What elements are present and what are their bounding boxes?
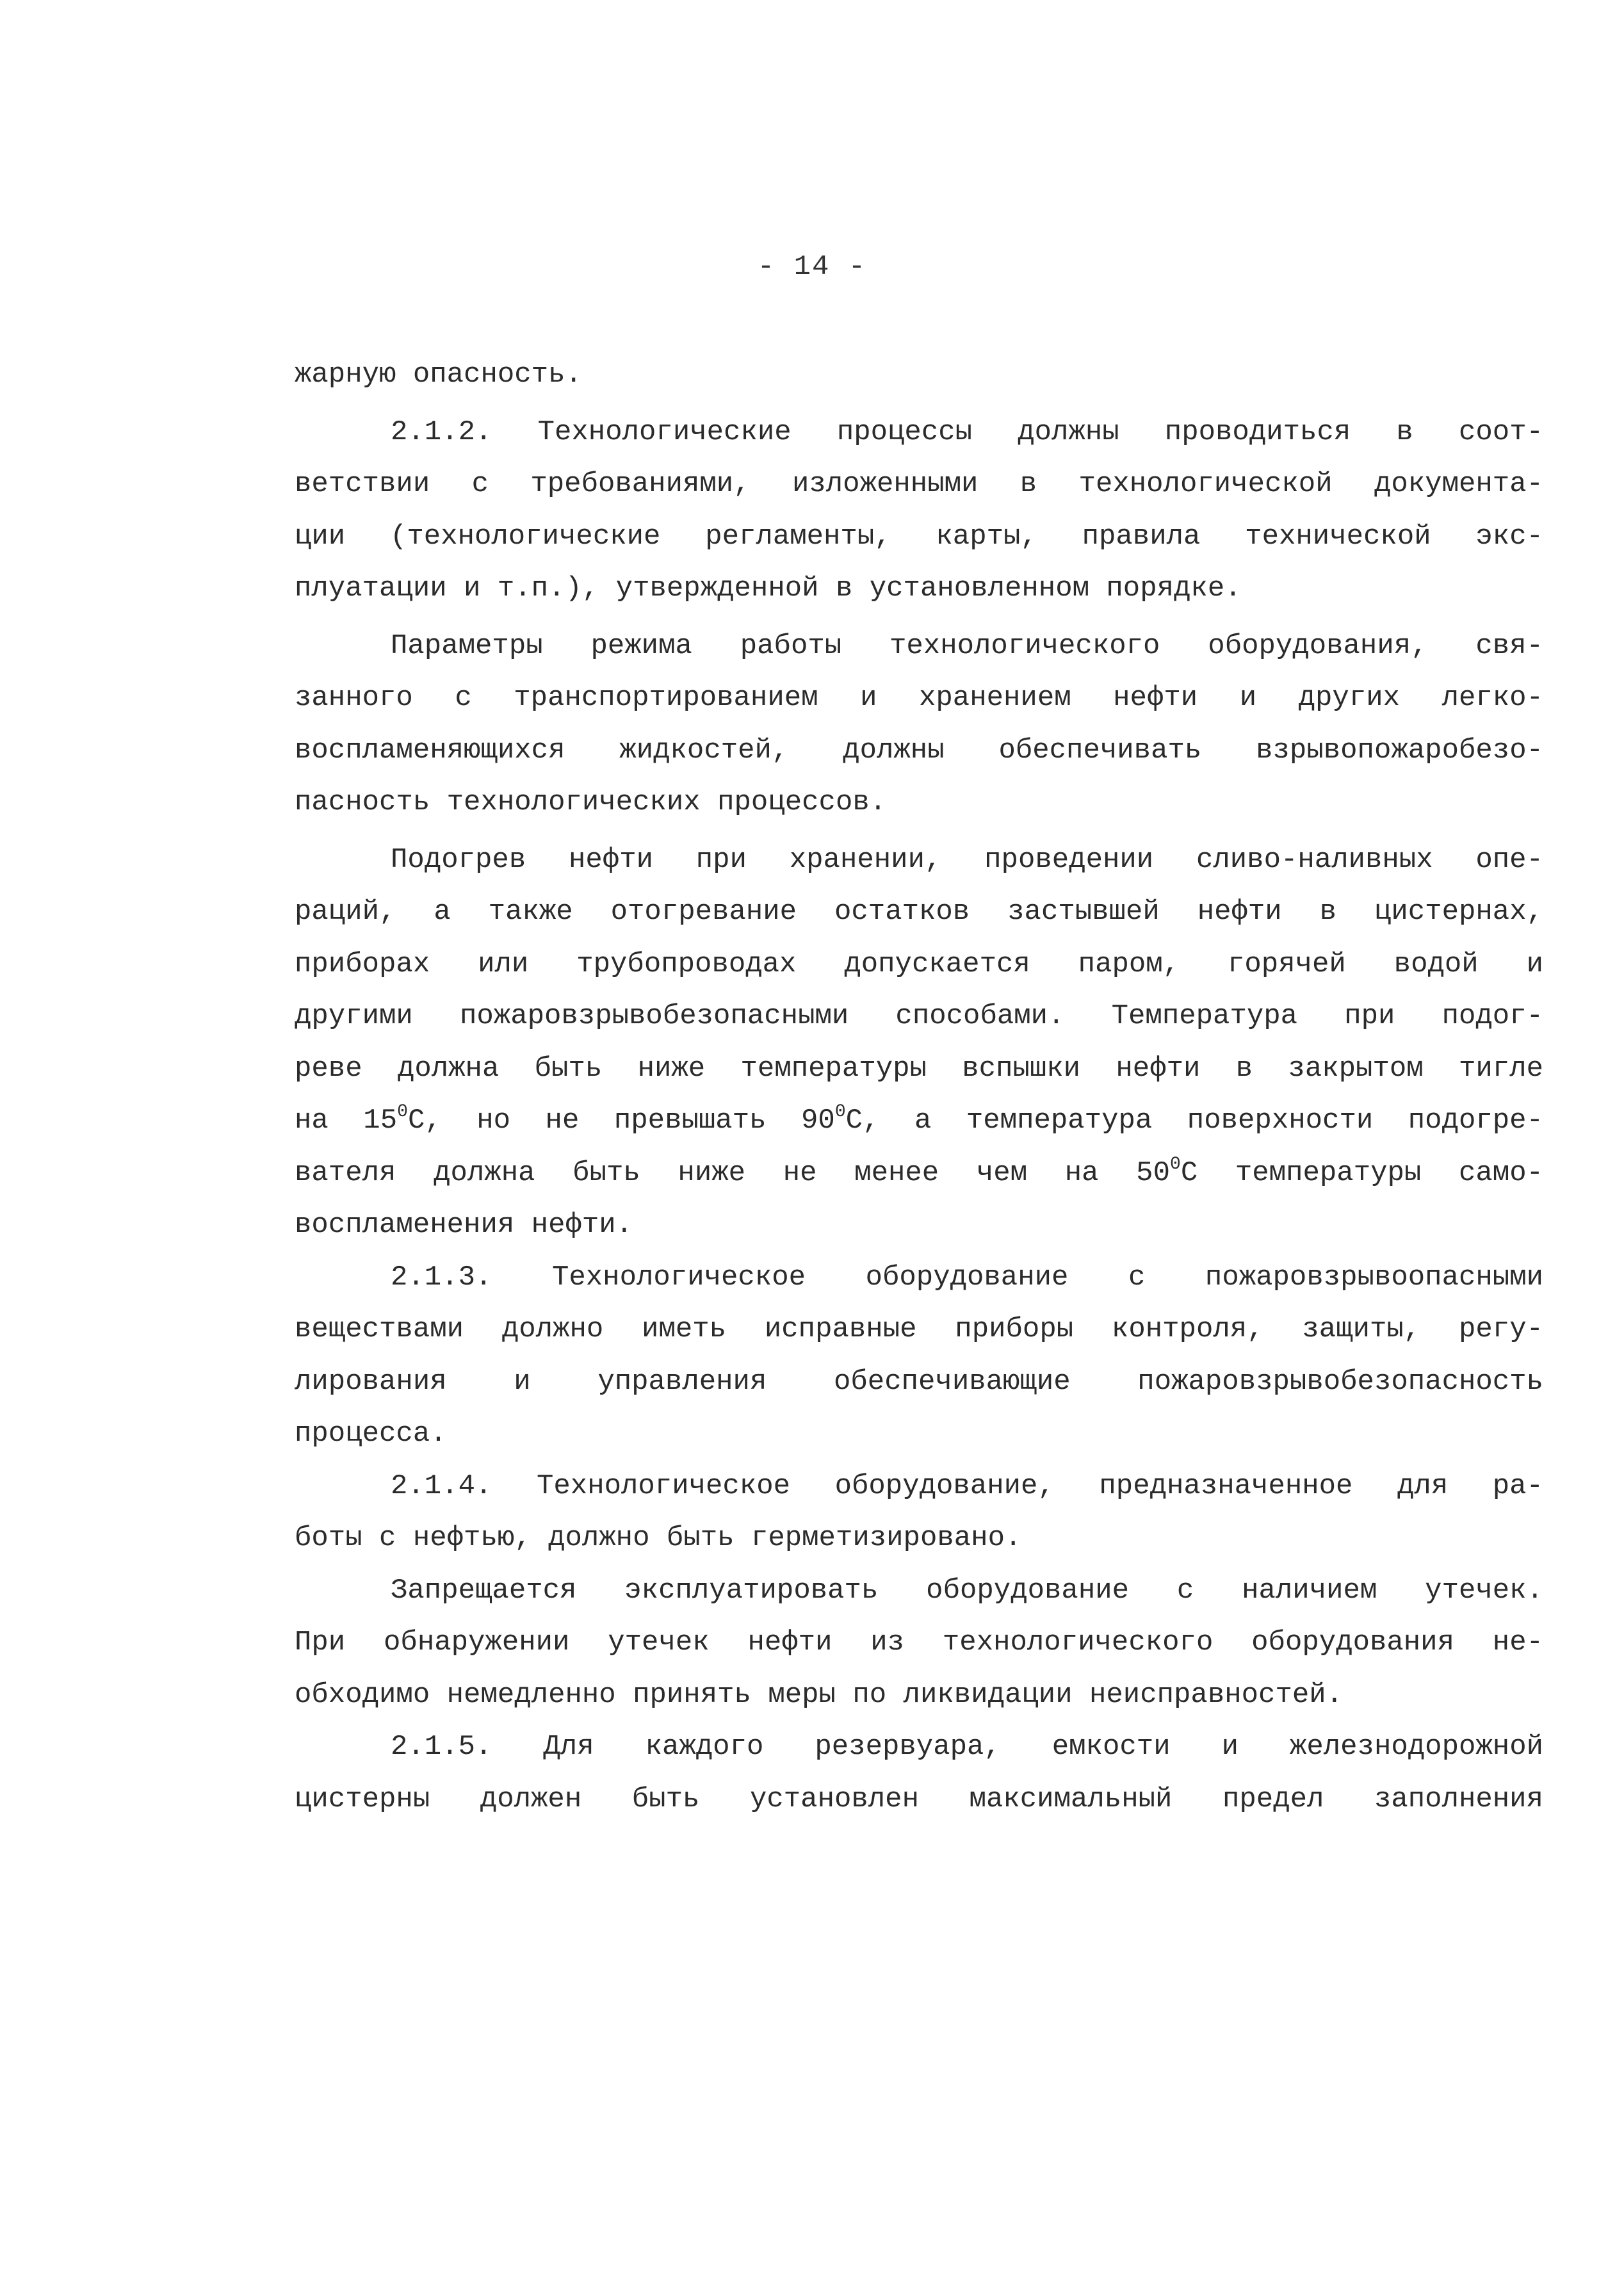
text-line: занного с транспортированием и хранением нефти и других легко- (295, 682, 1543, 714)
text-line: воспламеняющихся жидкостей, должны обеспечивать взрывопожаробезо- (295, 734, 1543, 766)
text-segment: С, а температура поверхности подогре- (845, 1105, 1543, 1137)
text-line: боты с нефтью, должно быть герметизировано. (295, 1522, 1022, 1554)
text-line (295, 1095, 1543, 1147)
text-segment: С температуры само- (1180, 1156, 1543, 1189)
text-line: цистерны должен быть установлен максимальный предел заполнения (295, 1783, 1543, 1815)
text-line: другими пожаровзрывобезопасными способами. Температура при подог- (295, 1000, 1543, 1032)
text-line: пасность технологических процессов. (295, 786, 887, 818)
text-line: 2.1.4. Технологическое оборудование, предназначенное для ра- (391, 1470, 1543, 1502)
page-number: - 14 - (757, 251, 867, 283)
text-segment: вателя должна быть ниже не менее чем на 50 (295, 1156, 1170, 1189)
text-line: воспламенения нефти. (295, 1209, 633, 1241)
superscript-degree: 0 (397, 1102, 408, 1123)
superscript-degree: 0 (834, 1102, 846, 1123)
superscript-degree: 0 (1170, 1154, 1181, 1174)
text-line: Запрещается эксплуатировать оборудование с наличием утечек. (391, 1574, 1543, 1607)
text-line: обходимо немедленно принять меры по ликвидации неисправностей. (295, 1678, 1344, 1711)
text-line: Параметры режима работы технологического оборудования, свя- (391, 629, 1543, 662)
text-line: лирования и управления обеспечивающие пожаровзрывобезопасность (295, 1365, 1543, 1398)
text-line: 2.1.3. Технологическое оборудование с пожаровзрывоопасными (391, 1261, 1543, 1293)
text-line: Подогрев нефти при хранении, проведении сливо-наливных опе- (391, 843, 1543, 876)
text-line: приборах или трубопроводах допускается паром, горячей водой и (295, 948, 1543, 980)
text-line: ции (технологические регламенты, карты, правила технической экс- (295, 520, 1543, 553)
text-line: реве должна быть ниже температуры вспышки нефти в закрытом тигле (295, 1052, 1543, 1085)
text-line: При обнаружении утечек нефти из технологического оборудования не- (295, 1626, 1543, 1658)
text-segment: на 15 (295, 1105, 398, 1137)
text-segment: С, но не превышать 90 (407, 1105, 835, 1137)
document-body (295, 349, 1543, 1826)
text-line: жарную опасность. (295, 359, 582, 391)
text-line: 2.1.5. Для каждого резервуара, емкости и железнодорожной (391, 1731, 1543, 1763)
text-line: ветствии с требованиями, изложенными в технологической документа- (295, 468, 1543, 500)
text-line: раций, а также отогревание остатков застывшей нефти в цистернах, (295, 896, 1543, 928)
text-line: плуатации и т.п.), утвержденной в установленном порядке. (295, 572, 1242, 604)
text-line (295, 1147, 1543, 1200)
text-line: 2.1.2. Технологические процессы должны проводиться в соот- (391, 416, 1543, 448)
text-line: веществами должно иметь исправные приборы контроля, защиты, регу- (295, 1313, 1543, 1345)
text-line: процесса. (295, 1418, 447, 1450)
